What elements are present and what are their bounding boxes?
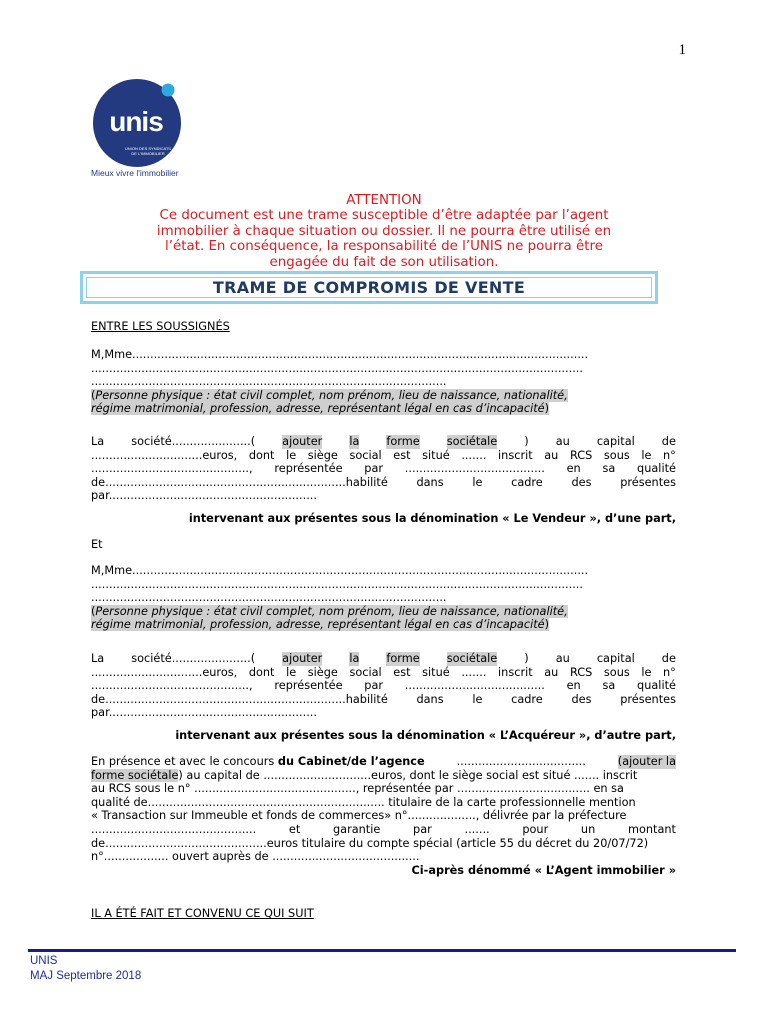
text-fragment: siège	[307, 665, 338, 679]
text-fragment: cadre	[511, 475, 543, 489]
text-fragment: par	[364, 462, 384, 476]
text-fragment: ajouter	[282, 435, 323, 448]
text-fragment: par	[364, 679, 384, 693]
societe-line	[91, 449, 676, 463]
agence-line	[91, 755, 676, 769]
text-fragment: représentée	[274, 462, 343, 476]
text-fragment: )	[524, 435, 529, 448]
text-fragment: pour	[522, 822, 549, 836]
acquereur-societe	[91, 652, 676, 720]
societe-line	[91, 462, 676, 476]
attention-line: Ce document est une trame susceptible d’être adaptée par l’agent	[159, 208, 609, 224]
section-heading-entre: ENTRE LES SOUSSIGNÉS	[91, 320, 230, 333]
text-fragment: inscrit	[498, 665, 533, 679]
text-fragment: .......................................	[404, 679, 545, 693]
paren-open: (	[91, 604, 96, 618]
text-fragment: ...............................euros,	[91, 448, 238, 462]
text-fragment: représentée	[274, 679, 343, 693]
text-fragment: le	[641, 448, 652, 462]
svg-text:UNION DES SYNDICATS: UNION DES SYNDICATS	[125, 146, 171, 151]
text-fragment: .......	[461, 665, 487, 679]
text-fragment: capital	[596, 435, 635, 448]
text-fragment: des	[571, 692, 592, 706]
text-fragment: au	[544, 665, 559, 679]
societe-line: par..........................................................	[91, 489, 317, 503]
text-fragment: ..............................................	[91, 822, 257, 836]
document-title: TRAME DE COMPROMIS DE VENTE	[212, 278, 526, 297]
text-fragment: de...................................................................habilité	[91, 692, 388, 706]
societe-line	[91, 693, 676, 707]
text-fragment: au	[544, 448, 559, 462]
text-fragment: La	[91, 652, 105, 665]
text-fragment: qualité	[637, 679, 676, 693]
dotted-line: .........................................................................................................................................	[91, 577, 583, 591]
agence-line	[91, 823, 676, 837]
text-fragment: le	[472, 475, 483, 489]
text-fragment: cadre	[511, 692, 543, 706]
svg-text:DE L'IMMOBILIER: DE L'IMMOBILIER	[131, 151, 165, 156]
text-fragment: social	[349, 448, 382, 462]
societe-line	[91, 435, 676, 449]
text-fragment: inscrit	[498, 448, 533, 462]
text-fragment: présentes	[620, 692, 676, 706]
societe-line	[91, 652, 676, 666]
text-fragment: de	[661, 435, 676, 448]
text-fragment: de	[661, 652, 676, 665]
et-label: Et	[91, 538, 103, 551]
text-fragment: garantie	[332, 822, 381, 836]
text-fragment: est	[393, 665, 411, 679]
attention-line: engagée du fait de son utilisation.	[269, 254, 499, 270]
text-fragment: et	[288, 822, 301, 836]
agence-paragraph	[91, 755, 676, 877]
text-fragment: forme sociétale	[91, 768, 179, 782]
text-fragment: RCS	[569, 665, 593, 679]
text-fragment: dans	[416, 475, 444, 489]
text-fragment: .......	[464, 822, 490, 836]
text-fragment: dans	[416, 692, 444, 706]
svg-text:unis: unis	[109, 106, 163, 137]
footer-org: UNIS	[30, 955, 58, 967]
text-fragment: ....................................	[456, 755, 586, 768]
text-fragment: social	[349, 665, 382, 679]
text-fragment: du Cabinet/de l’agence	[277, 755, 425, 768]
text-fragment: En présence et avec le concours	[91, 755, 275, 768]
attention-line: l’état. En conséquence, la responsabilité de l’UNIS ne pourra être	[165, 239, 603, 255]
footer-update: MAJ Septembre 2018	[30, 969, 142, 982]
personne-note: Personne physique : état civil complet, nom prénom, lieu de naissance, nationalité,	[95, 388, 568, 402]
societe-line: par..........................................................	[91, 706, 317, 720]
text-fragment: qualité	[637, 462, 676, 476]
text-fragment: La	[91, 435, 105, 448]
text-fragment: sociétale	[446, 652, 498, 665]
conclusion-heading: IL A ÉTÉ FAIT ET CONVENU CE QUI SUIT	[91, 907, 314, 920]
text-fragment: en	[566, 462, 581, 476]
societe-line	[91, 476, 676, 490]
footer-rule	[28, 949, 736, 952]
text-fragment: au	[555, 652, 570, 665]
dotted-line: ...................................................................................................	[91, 591, 447, 605]
text-fragment: dont	[248, 665, 275, 679]
page-number: 1	[678, 42, 686, 58]
text-fragment: la	[349, 435, 360, 448]
text-fragment: siège	[307, 448, 338, 462]
text-fragment: sa	[602, 462, 616, 476]
vendeur-block	[91, 348, 676, 416]
attention-heading: ATTENTION	[346, 193, 422, 208]
text-fragment: société......................(	[131, 652, 256, 665]
dotted-line: .........................................................................................................................................	[91, 361, 583, 375]
text-fragment: .......................................	[404, 462, 545, 476]
title-frame	[80, 271, 658, 304]
ci-apres-agent: Ci-après dénommé « L’Agent immobilier »	[411, 863, 676, 877]
agence-line: n°.................. ouvert auprès de .........................................	[91, 850, 420, 864]
text-fragment: n°	[663, 448, 676, 462]
text-fragment: situé	[422, 665, 450, 679]
text-fragment: en	[566, 679, 581, 693]
text-fragment: le	[641, 665, 652, 679]
text-fragment: des	[571, 475, 592, 489]
text-fragment: RCS	[569, 448, 593, 462]
societe-line	[91, 679, 676, 693]
text-fragment: ajouter	[282, 652, 323, 665]
personne-note: Personne physique : état civil complet, nom prénom, lieu de naissance, nationalité,	[95, 604, 568, 618]
text-fragment: ............................................,	[91, 462, 253, 476]
text-fragment: la	[349, 652, 360, 665]
personne-note: régime matrimonial, profession, adresse, représentant légal en cas d’incapacité	[91, 402, 545, 416]
mm-line: M,Mme...............................................................................................................................	[91, 348, 589, 361]
text-fragment: forme	[386, 652, 420, 665]
attention-line: immobilier à chaque situation ou dossier. Il ne pourra être utilisé en	[156, 223, 612, 239]
text-fragment: dont	[248, 448, 275, 462]
text-fragment: sa	[602, 679, 616, 693]
text-fragment: sous	[603, 665, 630, 679]
text-fragment: ...............................euros,	[91, 665, 238, 679]
paren-open: (	[91, 388, 96, 402]
text-fragment: (ajouter la	[617, 755, 676, 768]
agence-line: qualité de.................................................................. titulaire de la carte professionnelle mention	[91, 795, 636, 809]
personne-note: régime matrimonial, profession, adresse, représentant légal en cas d’incapacité	[91, 618, 545, 632]
text-fragment: présentes	[620, 475, 676, 489]
text-fragment: ) au capital de ..............................euros, dont le siège social est situé ....... inscrit	[178, 768, 638, 782]
acquereur-intervenant: intervenant aux présentes sous la dénomination « L’Acquéreur », d’autre part,	[175, 729, 676, 742]
text-fragment: sociétale	[446, 435, 498, 448]
text-fragment: )	[524, 652, 529, 665]
attention-notice	[110, 193, 658, 270]
logo-tagline: Mieux vivre l'immobilier	[91, 168, 179, 178]
paren-close: )	[544, 402, 550, 416]
text-fragment: société......................(	[131, 435, 256, 448]
text-fragment: le	[286, 665, 297, 679]
vendeur-intervenant: intervenant aux présentes sous la dénomination « Le Vendeur », d’une part,	[188, 512, 676, 525]
text-fragment: n°	[663, 665, 676, 679]
agence-line: « Transaction sur Immeuble et fonds de commerces» n°..................., délivrée par la préfecture	[91, 809, 627, 823]
text-fragment: par	[413, 822, 432, 836]
text-fragment: montant	[627, 822, 676, 836]
agence-line: au RCS sous le n° ............................................., représentée par ..................................... en sa	[91, 782, 624, 796]
agence-line	[91, 769, 676, 783]
text-fragment: est	[393, 448, 411, 462]
text-fragment: forme	[386, 435, 420, 448]
societe-line	[91, 666, 676, 680]
text-fragment: sous	[603, 448, 630, 462]
text-fragment: le	[472, 692, 483, 706]
acquereur-block	[91, 564, 676, 632]
agence-line: de.............................................euros titulaire du compte spécial (article 55 du décret du 20/07/72)	[91, 836, 649, 850]
mm-line: M,Mme...............................................................................................................................	[91, 564, 589, 577]
text-fragment: le	[286, 448, 297, 462]
vendeur-societe	[91, 435, 676, 503]
text-fragment: .......	[461, 448, 487, 462]
text-fragment: de...................................................................habilité	[91, 475, 388, 489]
text-fragment: situé	[422, 448, 450, 462]
text-fragment: capital	[596, 652, 635, 665]
dotted-line: ...................................................................................................	[91, 375, 447, 389]
footer	[30, 954, 141, 983]
text-fragment: au	[555, 435, 570, 448]
text-fragment: ............................................,	[91, 679, 253, 693]
text-fragment: un	[580, 822, 596, 836]
paren-close: )	[544, 618, 550, 632]
